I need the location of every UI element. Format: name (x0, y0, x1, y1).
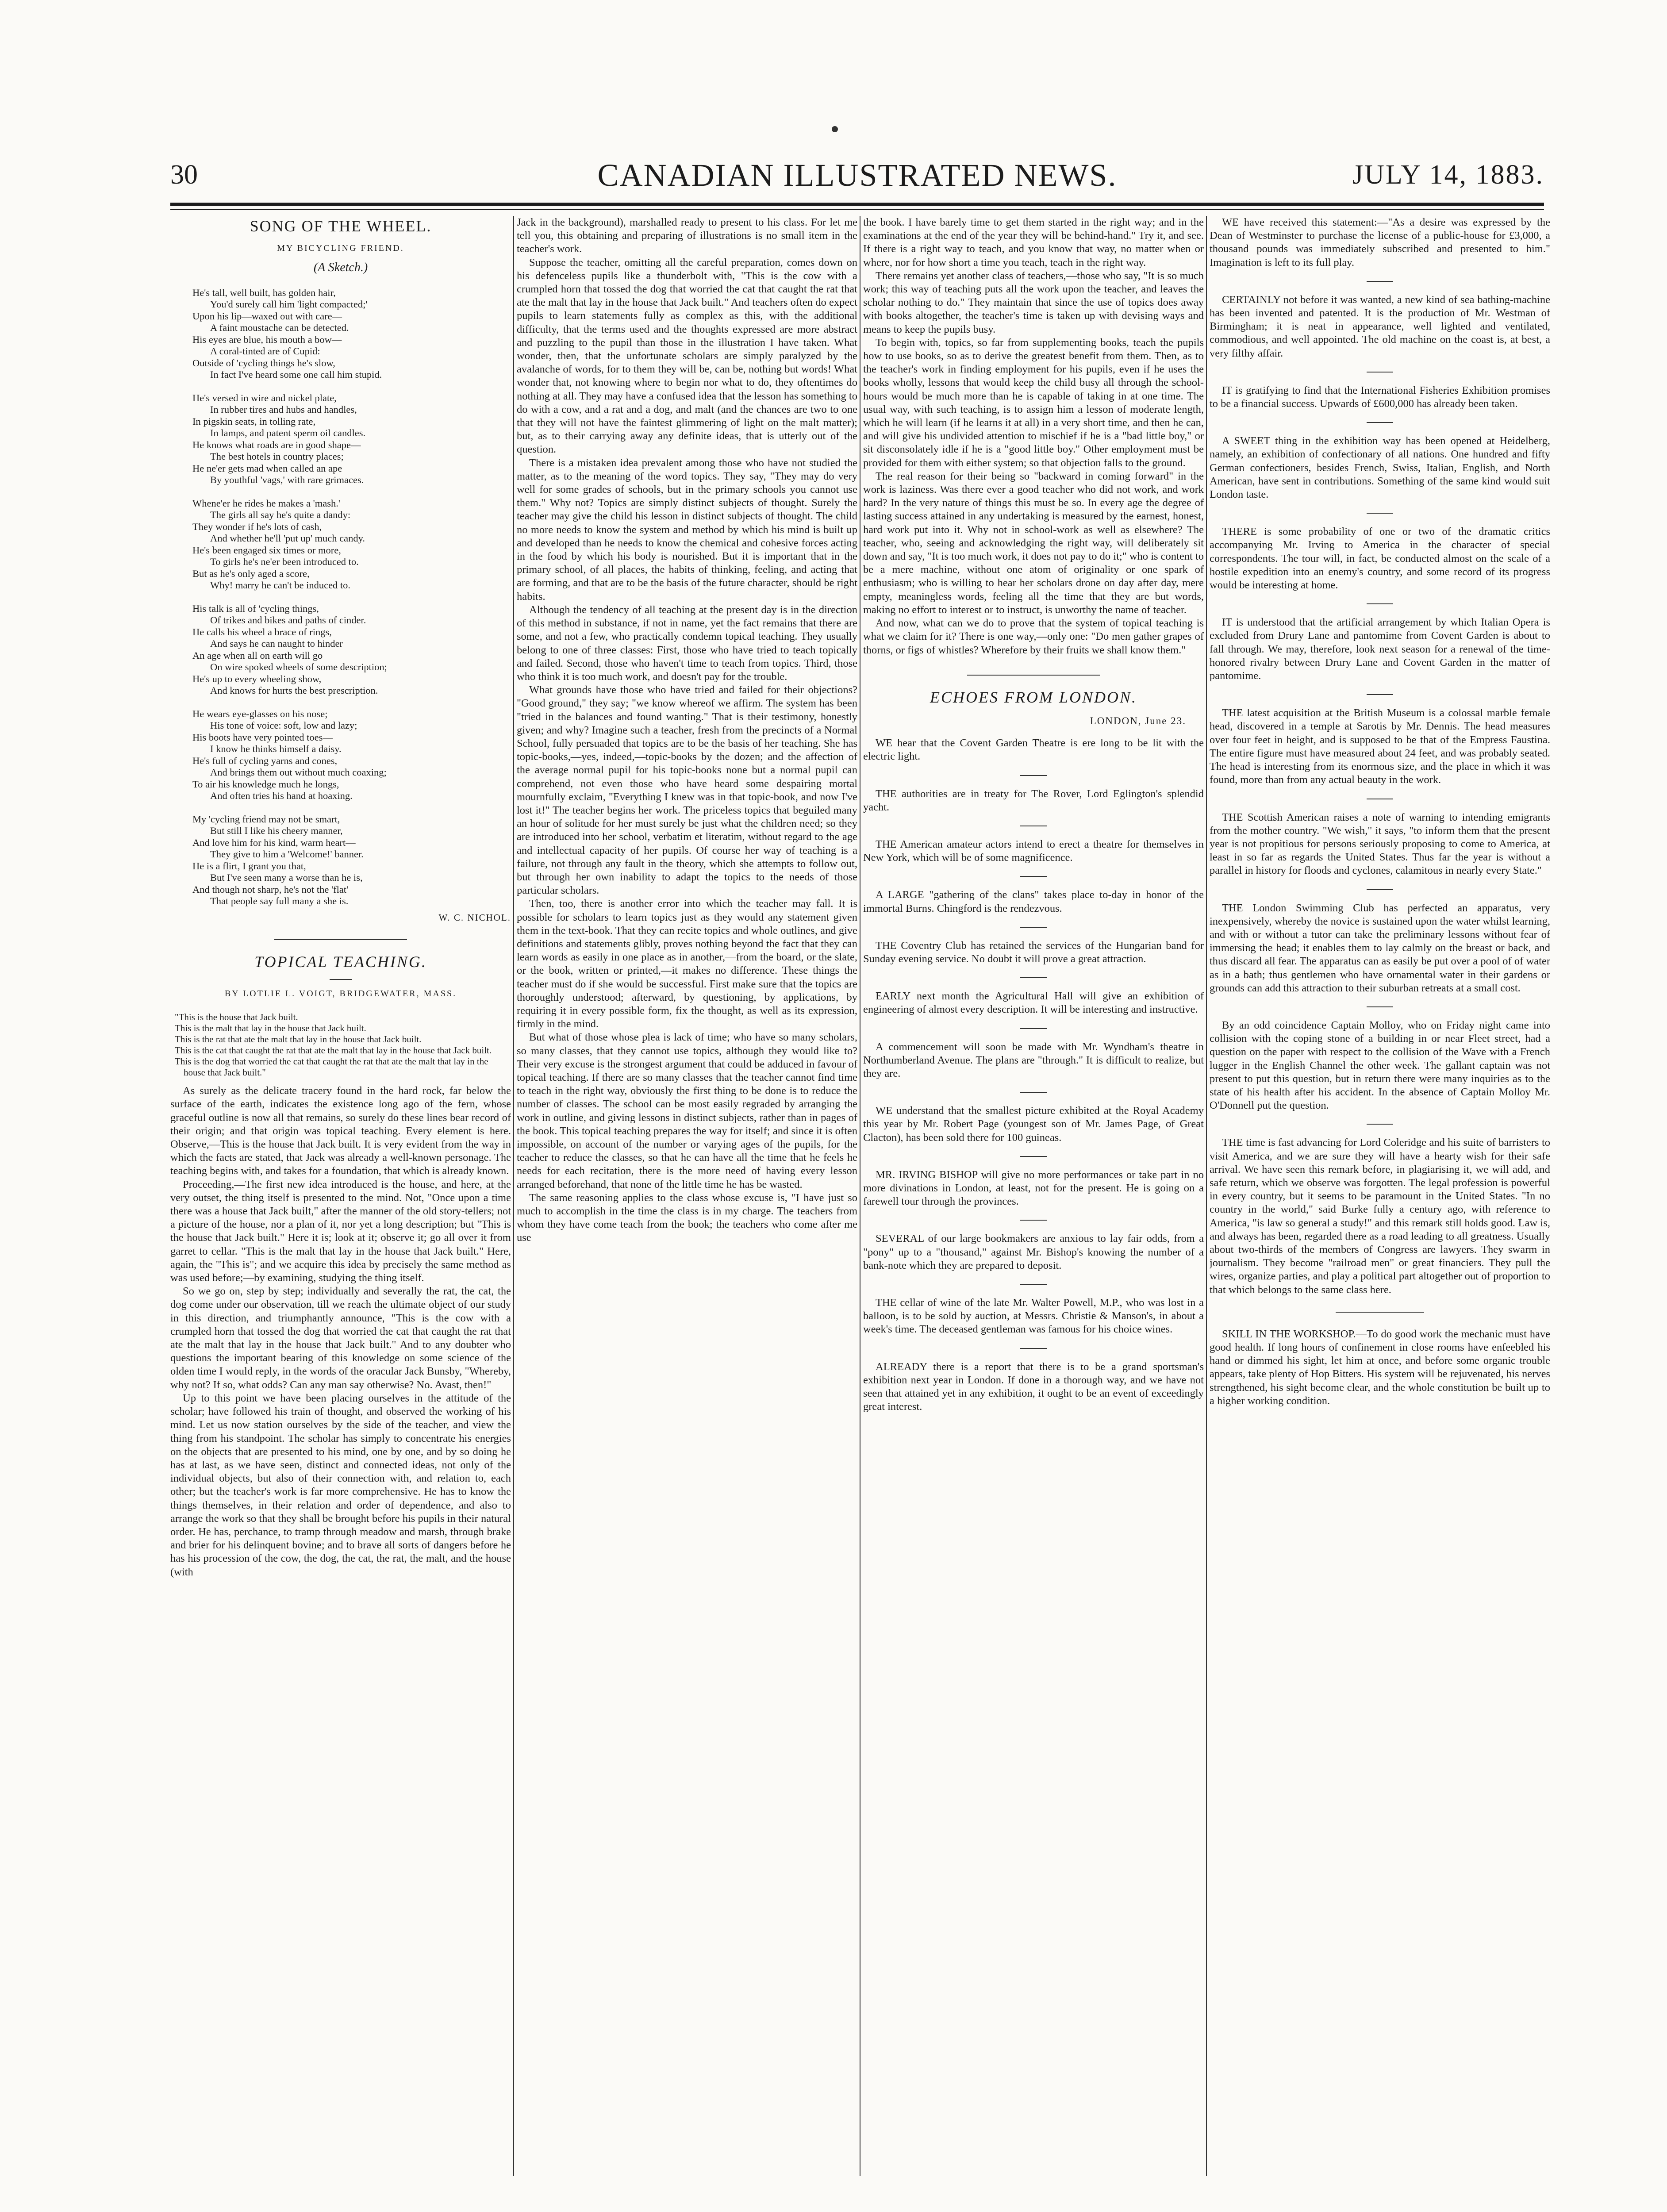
poem-line: A faint moustache can be detected. (210, 322, 349, 334)
poem-line: In pigskin seats, in tolling rate, (192, 415, 316, 427)
song-title: SONG OF THE WHEEL. (250, 217, 432, 235)
poem-line: In lamps, and patent sperm oil candles. (210, 427, 366, 439)
poem-line: In rubber tires and hubs and handles, (210, 404, 357, 415)
issue-date: JULY 14, 1883. (1352, 160, 1544, 190)
poem-line: He's versed in wire and nickel plate, (192, 392, 337, 403)
item-rule (1367, 1124, 1393, 1125)
article-paragraph: What grounds have those who have tried and failed for their objections? "Good ground," they say; "we know whereof we affirm. The system has been "tried in the balances and found wanting." That is their testimony, honestly given; and why? Imagine such a teacher, fresh from the precincts of a Normal School, fully persuaded that topics are to be the basis of her teaching. She has topic-books,—yes, indeed,—topic-books by the dozen; and the affection of the average normal pupil for his topic-books none but a normal pupil can comprehend, not even those who have heard some despairing mortal mournfully exclaim, "Everything I knew was in that topic-book, and now I've lost it!" The teacher begins her work. The priceless topics that beguiled many an hour of solitude for her must surely be just what the children need; so they are introduced into her school, verbatim et literatim, without regard to the age and intellectual capacity of her pupils. Of course her way of teaching is a failure, not through any fault in the theory, which she attempts to follow out, but through her own inability to adapt the topics to the needs of those particular scholars. (517, 684, 857, 897)
song-note: (A Sketch.) (313, 261, 368, 275)
news-item: THE time is fast advancing for Lord Coleridge and his suite of barristers to visit America, and we are sure they will have a hearty wish for their safe arrival. We have seen this remark before, in plagiarising it, we will add, and safe return, which we observe was forgotten. The legal profession is powerful in every country, but it seems to be paramount in the United States. "In no country in the world," said Burke fully a century ago, with reference to America, "is law so general a study!" and this remark still holds good. Law is, and always has been, regarded there as a road leading to all greatness. Usually about two-thirds of the members of Congress are lawyers. They swarm in journalism. They become "railroad men" or great financiers. They pull the wires, organize parties, and play a political part altogether out of proportion to that which belongs to the same class here. (1210, 1137, 1550, 1296)
poem-line: On wire spoked wheels of some description; (210, 661, 387, 673)
poem-line: But still I like his cheery manner, (210, 825, 343, 837)
news-item: THE Scottish American raises a note of warning to intending emigrants from the mother country. "We wish," it says, "to inform them that the present year is not propitious for persons seriously proposing to come to America, at least in so far as regards the United States. Thus far the year is without a parallel in history for floods and cyclones, calamitous in nearly every State." (1210, 811, 1550, 877)
item-rule (1020, 1156, 1047, 1157)
section-rule (1336, 1312, 1424, 1313)
masthead-rule-thin (170, 209, 1544, 210)
echoes-title: ECHOES FROM LONDON. (930, 688, 1137, 706)
poem-line: They wonder if he's lots of cash, (192, 521, 322, 532)
poem-line: To air his knowledge much he longs, (192, 778, 339, 790)
article-paragraph: But what of those whose plea is lack of time; who have so many scholars, so many classes, that they cannot use topics, although they would like to? Their very excuse is the strongest argument that could be adduced in favour of topical teaching. If there are so many classes that the teacher cannot find time to teach in the right way, obviously the first thing to be done is to reduce the number of classes. The school can be most easily regraded by arranging the work in outline, and giving lessons in distinct subjects, rather than in pages of the book. This topical teaching prepares the way for itself; and since it is often impossible, on account of the number or varying ages of the pupils, for the teacher to reduce the classes, so that he can have all the time that he feels he needs for each recitation, there is the more need of having every lesson arranged beforehand, that none of the little time he has be wasted. (517, 1031, 857, 1190)
song-subtitle: MY BICYCLING FRIEND. (277, 243, 404, 253)
poem-line: To girls he's ne'er been introduced to. (210, 556, 359, 568)
nursery-rhyme (170, 1012, 511, 1078)
news-item: By an odd coincidence Captain Molloy, who on Friday night came into collision with the coping stone of a building in or near Fleet street, had a question on the paper with respect to the collision of the Wave with a French lugger in the English Channel the other week. The gallant captain was not present to put this question, but in return there were many inquiries as to the state of his health after his accident. In the absence of Captain Molloy Mr. O'Donnell put the question. (1210, 1019, 1550, 1112)
news-item: IT is gratifying to find that the International Fisheries Exhibition promises to be a financial success. Upwards of £600,000 has already been taken. (1210, 384, 1550, 410)
item-rule (1367, 281, 1393, 282)
section-rule (274, 939, 407, 940)
poem-line: He knows what roads are in good shape— (192, 439, 361, 450)
poem-line: He's been engaged six times or more, (192, 544, 341, 556)
news-item: A LARGE "gathering of the clans" takes place to-day in honor of the immortal Burns. Chingford is the rendezvous. (863, 889, 1204, 914)
poem-line: The best hotels in country places; (210, 451, 344, 462)
item-rule (1020, 927, 1047, 928)
item-rule (1367, 422, 1393, 423)
column-divider (513, 216, 514, 2176)
section-rule (967, 675, 1100, 676)
rhyme-line: This is the rat that ate the malt that lay in the house that Jack built. (175, 1034, 422, 1045)
poem-line: And love him for his kind, warm heart— (192, 837, 356, 848)
news-item: WE understand that the smallest picture exhibited at the Royal Academy this year by Mr. Robert Page (youngest son of Mr. James Page, of Great Clacton), has been sold there for 100 guineas. (863, 1105, 1204, 1144)
poem-line: His talk is all of 'cycling things, (192, 603, 319, 614)
news-item: MR. IRVING BISHOP will give no more performances or take part in no more divinations in London, at least, not for the present. He is going on a farewell tour through the provinces. (863, 1168, 1204, 1208)
news-item: WE hear that the Covent Garden Theatre is ere long to be lit with the electric light. (863, 737, 1204, 763)
news-item: EARLY next month the Agricultural Hall will give an exhibition of engineering of almost every description. It will be interesting and instructive. (863, 990, 1204, 1016)
poem-line: But I've seen many a worse than he is, (210, 872, 363, 883)
column-3 (863, 216, 1204, 2176)
poem-line: His tone of voice: soft, low and lazy; (210, 720, 357, 731)
article-paragraph: So we go on, step by step; individually and severally the rat, the cat, the dog come under our observation, till we reach the ultimate object of our study in this direction, and triumphantly announce, "This is the cow with a crumpled horn that tossed the dog that worried the cat that caught the rat that ate the malt that lay in the house that Jack built." And to any doubter who questions the important bearing of this knowledge on some science of the olden time I would reply, in the words of the oracular Jack Bunsby, "Whereby, why not? If so, what odds? Can any man say otherwise? No. Avast, then!" (170, 1285, 511, 1391)
news-item: SKILL IN THE WORKSHOP.—To do good work the mechanic must have good health. If long hours of confinement in close rooms have enfeebled his hand or dimmed his sight, let him at once, and before some organic trouble appears, take plenty of Hop Bitters. His system will be rejuvenated, his nerves strengthened, his sight become clear, and the whole constitution be built up to a higher working condition. (1210, 1328, 1550, 1407)
news-item: THERE is some probability of one or two of the dramatic critics accompanying Mr. Irving to America in the character of special correspondents. The tour will, in fact, be conducted almost on the scale of a hostile expedition into an enemy's country, and some record of its progress would be interesting at home. (1210, 526, 1550, 591)
news-item: A SWEET thing in the exhibition way has been opened at Heidelberg, namely, an exhibition of confectionary of all nations. One hundred and fifty German confectioners, besides French, Swiss, Italian, English, and North American, have sent in contributions. Something of the same kind would suit London taste. (1210, 435, 1550, 501)
poem-line: He's tall, well built, has golden hair, (192, 287, 336, 298)
news-item: A commencement will soon be made with Mr. Wyndham's theatre in Northumberland Avenue. The plans are "through." It is difficult to realize, but they are. (863, 1041, 1204, 1079)
poem-line: He ne'er gets mad when called an ape (192, 462, 342, 474)
item-rule (1020, 1092, 1047, 1093)
news-item: WE have received this statement:—"As a desire was expressed by the Dean of Westminster to purchase the license of a public-house for £3,000, a thousand pounds was immediately subscribed and presented to him." Imagination is left to its full play. (1210, 216, 1550, 269)
poem-line: He wears eye-glasses on his nose; (192, 708, 328, 719)
item-rule (1367, 603, 1393, 604)
item-rule (1367, 513, 1393, 514)
poem-line: And whether he'll 'put up' much candy. (210, 533, 365, 544)
poem-line: He is a flirt, I grant you that, (192, 860, 306, 872)
poem-line: In fact I've heard some one call him stupid. (210, 369, 382, 380)
poem-line: By youthful 'vags,' with rare grimaces. (210, 474, 364, 486)
poem-line: That people say full many a she is. (210, 895, 349, 907)
item-rule (1020, 1028, 1047, 1029)
poem-line: His boots have very pointed toes— (192, 731, 333, 743)
poem-line: The girls all say he's quite a dandy: (210, 509, 351, 521)
news-item: ALREADY there is a report that there is to be a grand sportsman's exhibition next year in London. If done in a thorough way, and we have not seen that attained yet in any exhibition, it ought to be an event of exceedingly great interest. (863, 1360, 1204, 1413)
echoes-dateline: LONDON, June 23. (1090, 715, 1186, 726)
topical-title: TOPICAL TEACHING. (254, 952, 427, 971)
article-paragraph: Then, too, there is another error into which the teacher may fall. It is possible for scholars to learn topics just as they would any statement given them in the text-book. That they can recite topics and whole outlines, and give definitions and statements glibly, proves nothing beyond the fact that they can learn words as easily in one place as in another,—from the board, or the slate, or the book, written or printed,—it makes no difference. These things the teacher must do if she would be successful. First make sure that the topics are thoroughly understood; afterward, by questioning, by applications, by requiring it in every possible form, fix the thought, as well as its expression, firmly in the mind. (517, 898, 857, 1030)
news-item: SEVERAL of our large bookmakers are anxious to lay fair odds, from a "pony" up to a "thousand," against Mr. Bishop's knowing the number of a bank-note which they are prepared to deposit. (863, 1233, 1204, 1271)
poem-line: And though not sharp, he's not the 'flat' (192, 883, 349, 895)
news-item: THE Coventry Club has retained the services of the Hungarian band for Sunday evening service. No doubt it will prove a great attraction. (863, 939, 1204, 965)
article-paragraph: the book. I have barely time to get them started in the right way; and in the examinations at the end of the year they will be behind-hand." Try it, and see. If there is a right way to teach, and you know that way, no matter when or where, nor for how short a time you teach, teach in the right way. (863, 216, 1204, 269)
item-rule (1020, 876, 1047, 877)
poem-line: An age when all on earth will go (192, 649, 323, 661)
poem-line: And knows for hurts the best prescription. (210, 685, 378, 696)
article-paragraph: Although the tendency of all teaching at the present day is in the direction of this method in substance, if not in name, yet the fact remains that there are some, and not a few, who practically condemn topical teaching. They usually belong to one of three classes: First, those who have tried to teach topically and failed. Second, those who haven't time to teach from topics. Third, those who think it is too much work, and doesn't pay for the trouble. (517, 603, 857, 683)
poem-line: Outside of 'cycling things he's slow, (192, 357, 335, 369)
article-paragraph: And now, what can we do to prove that the system of topical teaching is what we claim for it? There is one way,—only one: "Do men gather grapes of thorns, or figs of whistles? Wherefore by their fruits we shall know them." (863, 617, 1204, 656)
item-rule (1020, 775, 1047, 776)
news-item: THE authorities are in treaty for The Rover, Lord Eglington's splendid yacht. (863, 787, 1204, 813)
column-2 (517, 216, 857, 2176)
item-rule (1020, 1284, 1047, 1285)
item-rule (1020, 977, 1047, 978)
article-paragraph: Up to this point we have been placing ourselves in the attitude of the scholar; have followed his train of thought, and observed the working of his mind. Let us now station ourselves by the side of the teacher, and view the thing from his standpoint. The scholar has simply to concentrate his energies on the objects that are presented to his mind, one by one, and by so doing he has at last, as we have seen, distinct and connected ideas, not only of the individual objects, but also of their connection with, and relation to, each other; but the teacher's work is far more comprehensive. He has to know the things themselves, in their relation and order of dependence, and also to arrange the work so that they shall be brought before his pupils in their natural order. He has, perchance, to tramp through meadow and marsh, through brake and brier for his delinquent bovine; and to brave all sorts of dangers before he has his procession of the cow, the dog, the cat, the rat, the malt, and the house (with (170, 1392, 511, 1578)
poem-line: He calls his wheel a brace of rings, (192, 626, 332, 637)
page-number: 30 (170, 160, 198, 190)
poem-line: A coral-tinted are of Cupid: (210, 346, 320, 357)
column-1 (170, 216, 511, 2176)
short-rule (330, 979, 352, 980)
article-paragraph: There remains yet another class of teachers,—those who say, "It is so much work; this way of teaching puts all the work upon the teacher, and leaves the scholar nothing to do." They maintain that since the use of topics does away with books altogether, the teacher's time is taken up with devising ways and means to keep the pupils busy. (863, 269, 1204, 335)
poem-line: Whene'er he rides he makes a 'mash.' (192, 497, 340, 509)
poem-line: They give to him a 'Welcome!' banner. (210, 849, 364, 860)
news-item: IT is understood that the artificial arrangement by which Italian Opera is excluded from Drury Lane and pantomime from Covent Garden is about to fall through. We may, therefore, look next season for a renewal of the time-honored rivalry between Drury Lane and Covent Garden in the matter of pantomime. (1210, 616, 1550, 682)
poem (170, 287, 511, 907)
item-rule (1367, 372, 1393, 373)
article-paragraph: To begin with, topics, so far from supplementing books, teach the pupils how to use books, so as to derive the greatest benefit from them. Then, as to the teacher's work in finding employment for his pupils, even if he uses the books wholly, lessons that would keep the child busy all through the school-hours would be much more than he is capable of taking in at one time. The usual way, with such teaching, is to assign him a lesson of moderate length, which he will learn (if he learns it at all) in a very short time, and then he can, and will give his undivided attention to mischief if he is a "bad little boy," or sit disconsolately idle if he is a "good little boy." Other employment must be provided for them with either system; so that objection falls to the ground. (863, 336, 1204, 469)
poem-line: You'd surely call him 'light compacted;' (210, 299, 368, 310)
article-paragraph: The real reason for their being so "backward in coming forward" in the work is laziness. Was there ever a good teacher who did not work, and work hard? In the very nature of things this must be so. In every age the degree of lasting success attained in any undertaking is measured by the earnest, honest, hard work put into it. Why not in school-work as well as elsewhere? The teacher, who, seeing and acknowledging the right way, will deliberately sit down and say, "It is too much work, it does not pay to do it;" who is content to be a mere machine, without one atom of originality or one spark of enthusiasm; who is willing to hear her scholars drone on day after day, mere empty, meaningless words, feeling all the time that they are but words, making no effort to interest or to instruct, is unworthy the name of teacher. (863, 470, 1204, 616)
news-item: THE latest acquisition at the British Museum is a colossal marble female head, discovered in a temple at Sarotis by Mr. Dennis. The head measures over four feet in height, and is supposed to be that of the Empress Faustina. The entire figure must have measured about 24 feet, and was probably seated. The head is interesting from its enormous size, and the place in which it was found, more than from any actual beauty in the work. (1210, 707, 1550, 786)
poem-line: And brings them out without much coaxing; (210, 767, 387, 778)
news-item: THE London Swimming Club has perfected an apparatus, very inexpensively, whereby the novice is sustained upon the water whilst learning, and with or without a tutor can take the preliminary lessons without fear of immersing the head; it enables them to lay calmly on the breast or back, and thus discard all fear. The apparatus can as easily be put over a pool of of water as in a bath; thus gentlemen who have ornamental water in their gardens or grounds can add this attraction to their suburban retreats at a small cost. (1210, 902, 1550, 994)
rhyme-line: This is the malt that lay in the house that Jack built. (175, 1023, 366, 1034)
item-rule (1367, 889, 1393, 890)
article-paragraph: There is a mistaken idea prevalent among those who have not studied the matter, as to the meaning of the word topics. They say, "They may do very well for some grades of schools, but in the primary schools you cannot use them." Why not? Topics are simply distinct subjects of thought. Surely the teacher may give the child his lesson in distinct subjects of thought. The child no more needs to know the system and method by which his mind is built up and developed than he needs to know the chemical and cohesive forces acting in the food by which his body is nourished. But it is important that in the primary school, of all places, the habits of thinking, feeling, and acting that are forming, and that are to be the basis of the future character, should be right habits. (517, 457, 857, 603)
column-4 (1210, 216, 1550, 2176)
poem-line: His eyes are blue, his mouth a bow— (192, 334, 342, 345)
poem-line: He's full of cycling yarns and cones, (192, 755, 338, 766)
column-divider (1206, 216, 1207, 2176)
article-paragraph: Jack in the background), marshalled ready to present to his class. For let me tell you, this obtaining and preparing of illustrations is no small item in the teacher's work. (517, 216, 857, 255)
poem-signature: W. C. NICHOL. (438, 912, 511, 923)
article-paragraph: Proceeding,—The first new idea introduced is the house, and here, at the very outset, the thing itself is presented to the mind. Not, "Once upon a time there was a house that Jack built," after the manner of the old story-tellers; not a picture of the house, nor a plan of it, nor yet a long description; but "This is the house that Jack built." Here it is; look at it; observe it; go all over it from garret to cellar. "This is the malt that lay in the house that Jack built." Here, again, the "This is"; and we acquire this idea by precisely the same method as was used before;—by examining, studying the thing itself. (170, 1178, 511, 1284)
poem-line: And says he can naught to hinder (210, 638, 343, 649)
ink-dot (832, 126, 838, 132)
poem-line: Of trikes and bikes and paths of cinder. (210, 614, 366, 626)
item-rule (1367, 694, 1393, 695)
poem-line: Why! marry he can't be induced to. (210, 580, 351, 591)
newspaper-title: CANADIAN ILLUSTRATED NEWS. (597, 157, 1117, 193)
poem-line: He's up to every wheeling show, (192, 673, 322, 684)
poem-line: My 'cycling friend may not be smart, (192, 813, 340, 825)
news-item: THE cellar of wine of the late Mr. Walter Powell, M.P., who was lost in a balloon, is to be sold by auction, at Messrs. Christie & Manson's, in about a week's time. The deceased gentleman was famous for his choice wines. (863, 1296, 1204, 1336)
masthead (170, 155, 1544, 199)
item-rule (1020, 1220, 1047, 1221)
item-rule (1020, 1348, 1047, 1349)
article-paragraph: Suppose the teacher, omitting all the careful preparation, comes down on his defenceless pupils like a thunderbolt with, "This is the cow with a crumpled horn that tossed the dog that worried the cat that caught the rat that ate the malt that lay in the house that Jack built." And teachers often do expect pupils to learn statements fully as complex as this, with the additional difficulty, that the terms used and the thoughts expressed are more abstract and puzzling to the pupil than those in the illustration I have taken. What wonder, then, that the unfortunate scholars are simply paralyzed by the avalanche of words, for to them they will be, can be, nothing but words! What wonder that, not knowing where to begin nor what to do, they oftentimes do nothing at all. They may have a confused idea that the lesson has something to do with a cow, and a rat and a dog, and malt (and the chances are two to one that they will not have the faintest glimmering of light on the malt matter); but, as to their carrying away any definite ideas, that is utterly out of the question. (517, 256, 857, 456)
news-item: THE American amateur actors intend to erect a theatre for themselves in New York, which will be of some magnificence. (863, 838, 1204, 864)
rhyme-line: This is the dog that worried the cat that caught the rat that ate the malt that lay in the house that Jack built." (175, 1056, 488, 1078)
rhyme-line: This is the cat that caught the rat that ate the malt that lay in the house that Jack built. (175, 1045, 492, 1056)
masthead-rule-thick (170, 203, 1544, 206)
article-paragraph: As surely as the delicate tracery found in the hard rock, far below the surface of the earth, indicates the existence long ago of the fern, whose graceful outline is now all that remains, so surely do these lines bear record of their origin; and that origin was topical teaching. Every element is here. Observe,—This is the house that Jack built. It is very evident from the way in which the facts are stated, that Jack was already a well-known personage. The teaching begins with, and takes for a foundation, that which is already known. (170, 1085, 511, 1177)
poem-line: I know he thinks himself a daisy. (210, 743, 342, 755)
poem-line: And often tries his hand at hoaxing. (210, 790, 353, 802)
item-rule (1367, 1006, 1393, 1007)
news-item: CERTAINLY not before it was wanted, a new kind of sea bathing-machine has been invented and patented. It is the production of Mr. Westman of Birmingham; it is neat in appearance, well lighted and ventilated, commodious, and well appointed. The old machine on the coast is, at best, a very filthy affair. (1210, 293, 1550, 359)
rhyme-line: "This is the house that Jack built. (175, 1012, 298, 1023)
article-paragraph: The same reasoning applies to the class whose excuse is, "I have just so much to accomplish in the time the class is in my charge. The teachers from whom they have come teach from the book; the teachers who come after me use (517, 1191, 857, 1244)
poem-line: But as he's only aged a score, (192, 568, 310, 579)
topical-byline: BY LOTLIE L. VOIGT, BRIDGEWATER, MASS. (224, 989, 457, 999)
poem-line: Upon his lip—waxed out with care— (192, 310, 342, 322)
